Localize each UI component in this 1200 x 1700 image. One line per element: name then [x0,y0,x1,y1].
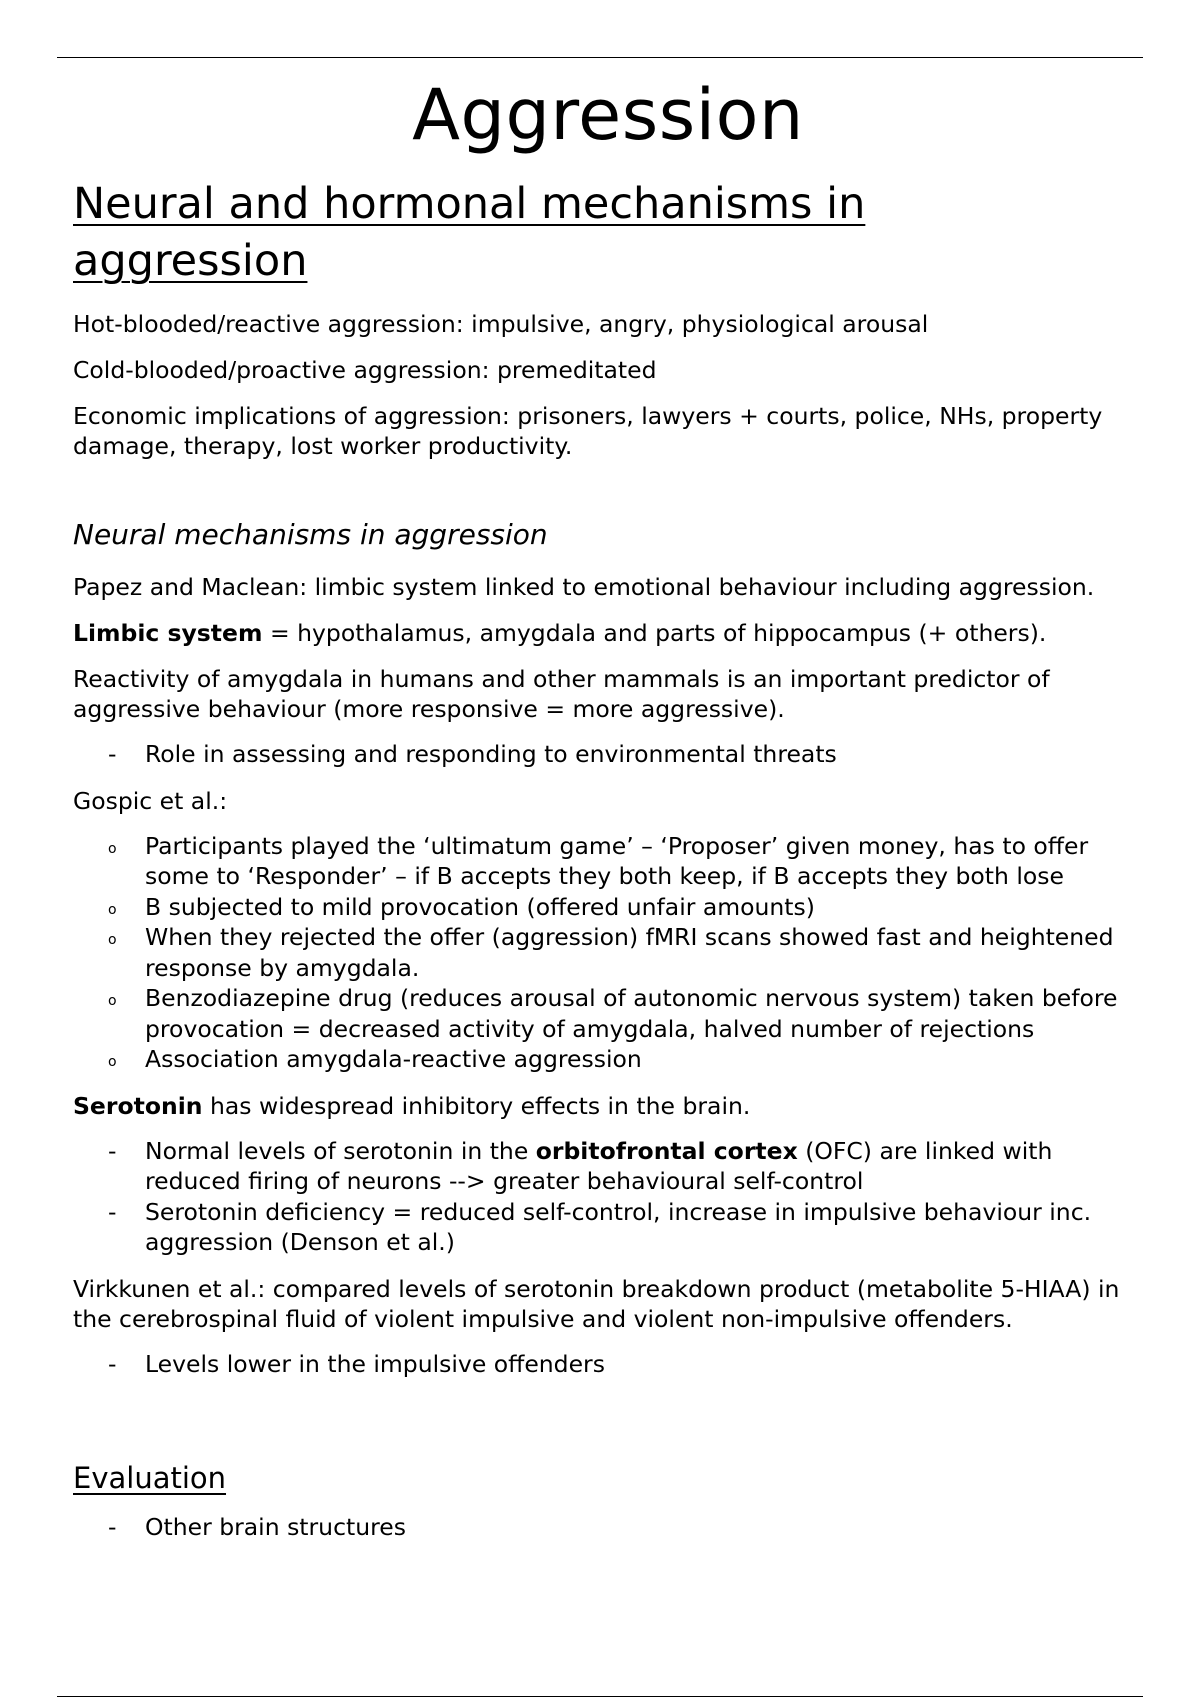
dash-bullet-icon: - [108,1349,117,1378]
list-item-text: When they rejected the offer (aggression) fMRI scans showed fast and heightened response by amygdala. [145,923,1114,982]
paragraph-cold-blooded: Cold-blooded/proactive aggression: premeditated [73,356,657,384]
paragraph-serotonin [73,1091,1143,1121]
circle-bullet-icon: o [108,1054,117,1070]
section-heading-evaluation: Evaluation [73,1461,227,1495]
limbic-definition: = hypothalamus, amygdala and parts of hippocampus (+ others). [262,619,1047,647]
section-heading-neural-hormonal: Neural and hormonal mechanisms in aggression [73,179,866,286]
list-item [73,1044,1143,1075]
list-item [73,922,1143,983]
list-item-text: Role in assessing and responding to environmental threats [145,740,837,768]
term-limbic-system: Limbic system [73,619,263,647]
circle-bullet-icon: o [108,901,117,918]
page-title: Aggression [412,74,804,156]
term-serotonin: Serotonin [73,1091,203,1120]
subheading-neural-mechanisms: Neural mechanisms in aggression [73,518,548,551]
list-item [73,831,1143,892]
dash-bullet-icon: - [108,1136,117,1165]
dash-bullet-icon: - [108,740,117,768]
list-item [73,983,1143,1044]
dash-bullet-icon: - [108,1197,117,1226]
paragraph-economic-implications: Economic implications of aggression: prisoners, lawyers + courts, police, NHs, property damage, therapy, lost worker productivity. [73,402,1103,460]
document-body [73,70,1143,1543]
list-item [73,1136,1143,1197]
list-item-text-pre: Normal levels of serotonin in the [145,1136,536,1165]
paragraph-papez-maclean: Papez and Maclean: limbic system linked to emotional behaviour including aggression. [73,573,1095,601]
list-item [73,1197,1143,1258]
amygdala-bullet-list [73,739,1143,770]
list-item-text-post: (OFC) are linked with reduced firing of neurons --> greater behavioural self-control [145,1136,1053,1195]
list-item [73,1349,1143,1380]
paragraph-limbic-system [73,618,1143,648]
serotonin-bullet-list [73,1136,1143,1258]
term-orbitofrontal-cortex: orbitofrontal cortex [535,1136,798,1165]
gospic-bullet-list [73,831,1143,1075]
dash-bullet-icon: - [108,1513,117,1541]
circle-bullet-icon: o [108,993,117,1009]
list-item-text: Benzodiazepine drug (reduces arousal of autonomic nervous system) taken before provocation = decreased activity of amygdala, halved number of rejections [145,984,1118,1043]
paragraph-gospic: Gospic et al.: [73,786,228,815]
paragraph-virkkunen: Virkkunen et al.: compared levels of serotonin breakdown product (metabolite 5-HIAA) in the cerebrospinal fluid of violent impulsive and violent non-impulsive offenders. [73,1274,1120,1333]
list-item-text: Other brain structures [145,1513,406,1541]
paragraph-amygdala: Reactivity of amygdala in humans and other mammals is an important predictor of aggressive behaviour (more responsive = more aggressive). [73,665,1050,723]
evaluation-bullet-list [73,1512,1143,1543]
list-item-text: Participants played the ‘ultimatum game’ – ‘Proposer’ given money, has to offer some to ‘Responder’ – if B accepts they both keep, if B accepts they both lose [145,831,1089,890]
list-item [73,739,1143,770]
list-item-text: Serotonin deficiency = reduced self-control, increase in impulsive behaviour inc. aggression (Denson et al.) [145,1197,1092,1256]
list-item-text: B subjected to mild provocation (offered unfair amounts) [145,892,815,921]
paragraph-hot-blooded: Hot-blooded/reactive aggression: impulsive, angry, physiological arousal [73,310,929,338]
circle-bullet-icon: o [108,932,117,948]
circle-bullet-icon: o [108,840,117,857]
list-item [73,892,1143,923]
top-rule [57,57,1143,58]
list-item-text: Levels lower in the impulsive offenders [145,1349,605,1378]
serotonin-description: has widespread inhibitory effects in the brain. [202,1091,751,1120]
virkkunen-bullet-list [73,1349,1143,1380]
list-item [73,1512,1143,1543]
bottom-rule [57,1696,1143,1697]
list-item-text: Association amygdala-reactive aggression [145,1045,642,1073]
